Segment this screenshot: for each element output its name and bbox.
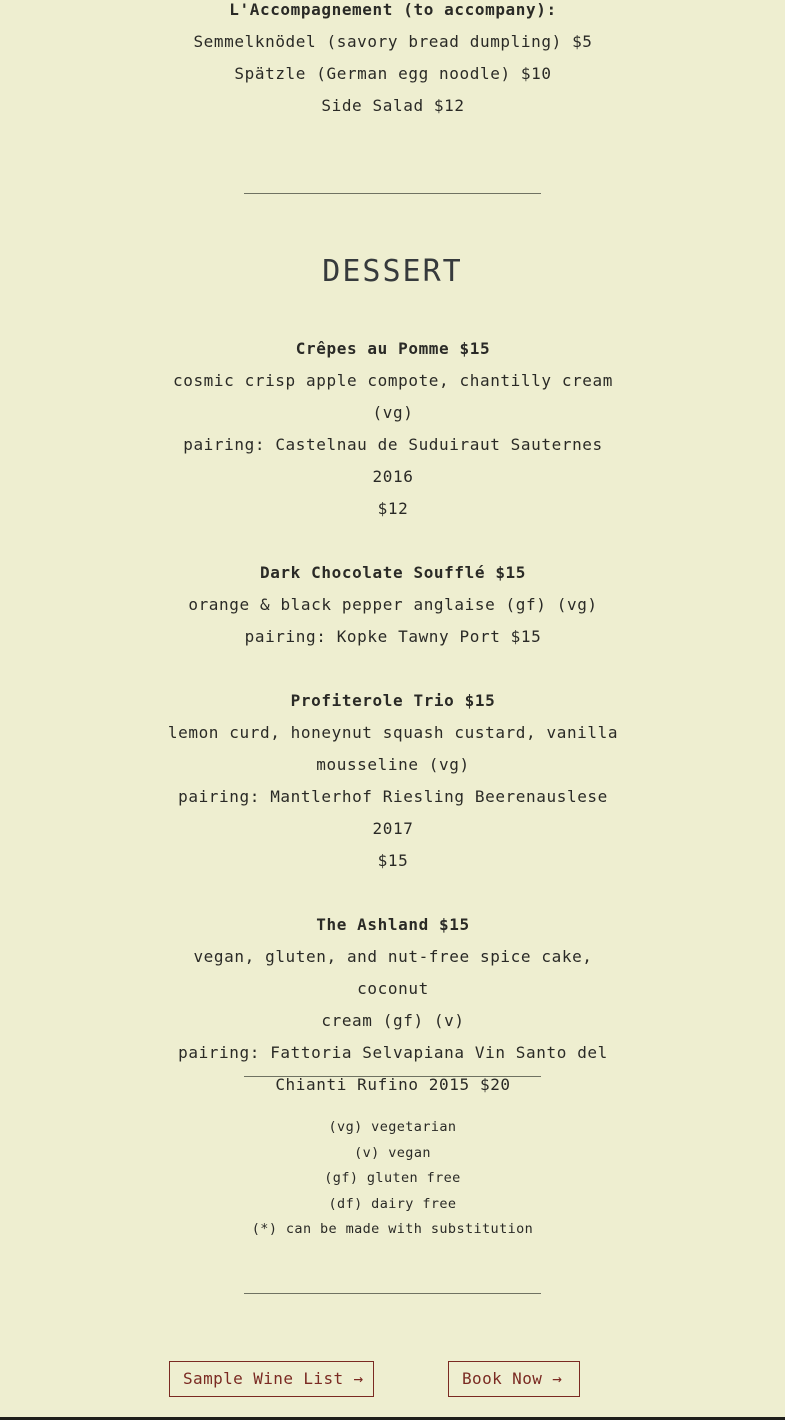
dessert-item-souffle	[160, 557, 626, 653]
dessert-item-crepes	[160, 333, 626, 525]
dessert-pairing: $12	[377, 499, 409, 518]
legend-item: (v) vegan	[354, 1144, 431, 1161]
sample-wine-list-button[interactable]: Sample Wine List →	[169, 1361, 374, 1397]
section-divider	[244, 1076, 541, 1077]
section-divider	[244, 193, 541, 194]
dessert-pairing: Chianti Rufino 2015 $20	[275, 1075, 511, 1094]
dessert-list	[160, 333, 626, 1133]
dessert-description: lemon curd, honeynut squash custard, vanilla	[167, 723, 619, 742]
accompaniment-item: Spätzle (German egg noodle) $10	[234, 64, 552, 83]
book-now-button[interactable]: Book Now →	[448, 1361, 580, 1397]
dessert-item-profiterole	[160, 685, 626, 877]
dessert-description: orange & black pepper anglaise (gf) (vg)	[188, 595, 598, 614]
dessert-description: (vg)	[372, 403, 414, 422]
dessert-name: The Ashland $15	[316, 915, 470, 934]
accompaniment-section	[160, 0, 626, 122]
dessert-description: mousseline (vg)	[316, 755, 470, 774]
dessert-name: Dark Chocolate Soufflé $15	[259, 563, 527, 582]
legend-item: (df) dairy free	[328, 1195, 457, 1212]
dessert-description: cosmic crisp apple compote, chantilly cream	[172, 371, 613, 390]
dessert-pairing: pairing: Castelnau de Suduiraut Sauternes 2016	[183, 435, 603, 486]
dessert-pairing: pairing: Kopke Tawny Port $15	[244, 627, 542, 646]
section-divider	[244, 1293, 541, 1294]
dessert-name: Crêpes au Pomme $15	[295, 339, 491, 358]
legend-item: (vg) vegetarian	[328, 1119, 457, 1135]
dessert-title: DESSERT	[322, 254, 463, 289]
dessert-description: cream (gf) (v)	[321, 1011, 465, 1030]
dessert-pairing: $15	[377, 851, 409, 870]
dessert-description: vegan, gluten, and nut-free spice cake, coconut	[193, 947, 593, 998]
accompaniment-item: Semmelknödel (savory bread dumpling) $5	[193, 32, 593, 51]
dietary-legend	[0, 1115, 785, 1243]
dessert-name: Profiterole Trio $15	[290, 691, 496, 710]
accompaniment-heading: L'Accompagnement (to accompany):	[229, 0, 557, 19]
legend-item: (*) can be made with substitution	[251, 1221, 534, 1237]
dessert-pairing: pairing: Fattoria Selvapiana Vin Santo del	[178, 1043, 608, 1062]
dessert-pairing: pairing: Mantlerhof Riesling Beerenauslese 2017	[178, 787, 608, 838]
accompaniment-item: Side Salad $12	[321, 96, 465, 115]
dessert-item-ashland	[160, 909, 626, 1101]
legend-item: (gf) gluten free	[324, 1170, 461, 1186]
